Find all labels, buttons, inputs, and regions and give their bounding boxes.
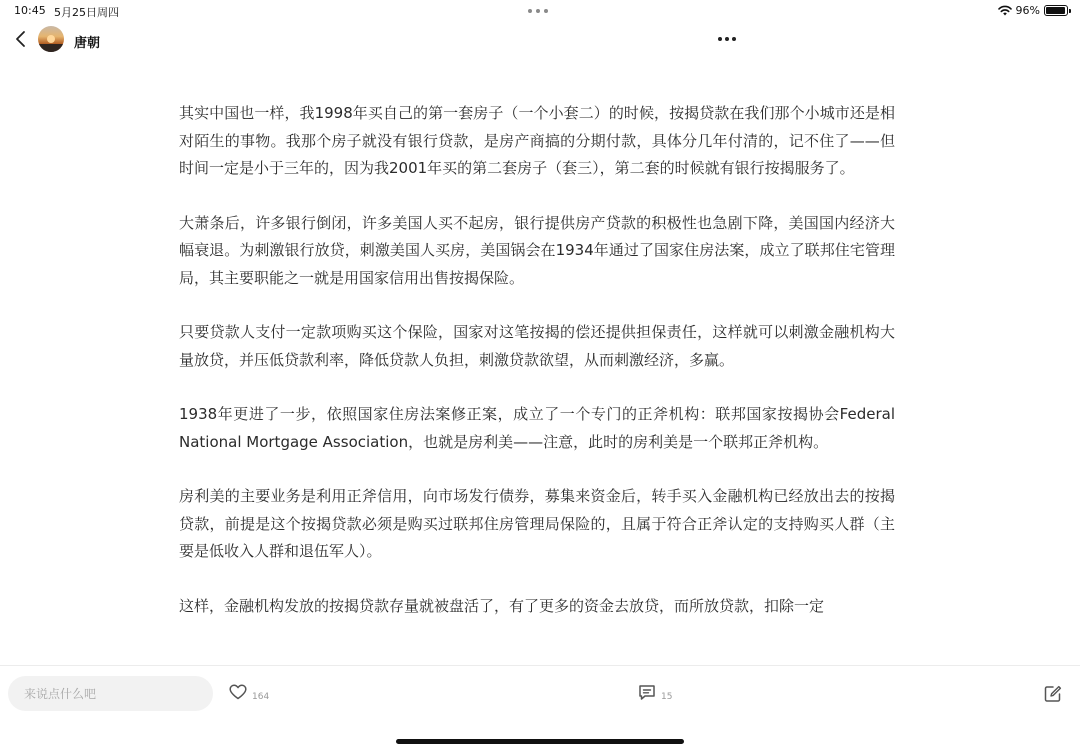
comment-button[interactable] [638, 684, 673, 704]
author-avatar[interactable] [38, 26, 64, 52]
battery-icon [1044, 5, 1068, 16]
back-button[interactable] [12, 28, 32, 50]
like-button[interactable] [229, 684, 270, 704]
status-date: 5月25日周四 [54, 6, 119, 19]
chevron-left-icon [12, 28, 32, 50]
status-time: 10:45 [14, 4, 46, 17]
like-count: 164 [252, 692, 270, 702]
status-right [998, 3, 1068, 17]
article-paragraph: 这样，金融机构发放的按揭贷款存量就被盘活了，有了更多的资金去放贷，而所放贷款，扣除一定 [179, 596, 825, 615]
more-horizontal-icon [718, 37, 722, 41]
heart-icon [229, 684, 247, 700]
edit-icon [1043, 684, 1063, 704]
wifi-icon [998, 5, 1012, 16]
article-paragraph: 1938年更进了一步，依照国家住房法案修正案，成立了一个专门的正斧机构：联邦国家按揭协会Federal National Mortgage Association，也就是房利美——注意，此时的房利美是一个联邦正斧机构。 [179, 405, 895, 451]
article-paragraph: 大萧条后，许多银行倒闭，许多美国人买不起房，银行提供房产贷款的积极性也急剧下降，美国国内经济大幅衰退。为刺激银行放贷，刺激美国人买房，美国锅会在1934年通过了国家住房法案，成立了联邦住宅管理局，其主要职能之一就是用国家信用出售按揭保险。 [179, 213, 895, 287]
battery-percent: 96% [1015, 3, 1040, 17]
status-bar [0, 0, 1080, 22]
article-body [179, 100, 895, 665]
edit-button[interactable] [1043, 684, 1063, 704]
home-indicator[interactable] [396, 739, 684, 744]
article-paragraph: 只要贷款人支付一定款项购买这个保险，国家对这笔按揭的偿还提供担保责任，这样就可以刺激金融机构大量放贷，并压低贷款利率，降低贷款人负担，刺激贷款欲望，从而刺激经济，多赢。 [179, 323, 895, 369]
battery-fill [1046, 7, 1065, 14]
author-name[interactable]: 唐朝 [74, 36, 101, 51]
more-options-button[interactable] [718, 36, 740, 42]
comment-count: 15 [661, 692, 673, 702]
comment-icon [638, 684, 656, 701]
article-header [0, 22, 1080, 58]
article-paragraph: 其实中国也一样，我1998年买自己的第一套房子（一个小套二）的时候，按揭贷款在我们那个小城市还是相对陌生的事物。我那个房子就没有银行贷款，是房产商搞的分期付款，具体分几年付清的，记不住了——但时间一定是小于三年的，因为我2001年买的第二套房子（套三），第二套的时候就有银行按揭服务了。 [179, 104, 895, 177]
multitasking-dots-icon[interactable] [528, 9, 550, 13]
comment-input[interactable] [8, 676, 213, 711]
article-paragraph: 房利美的主要业务是利用正斧信用，向市场发行债券，募集来资金后，转手买入金融机构已经放出去的按揭贷款，前提是这个按揭贷款必须是购买过联邦住房管理局保险的，且属于符合正斧认定的支持购买人群（主要是低收入人群和退伍军人）。 [179, 487, 895, 560]
bottom-action-bar [0, 665, 1080, 751]
